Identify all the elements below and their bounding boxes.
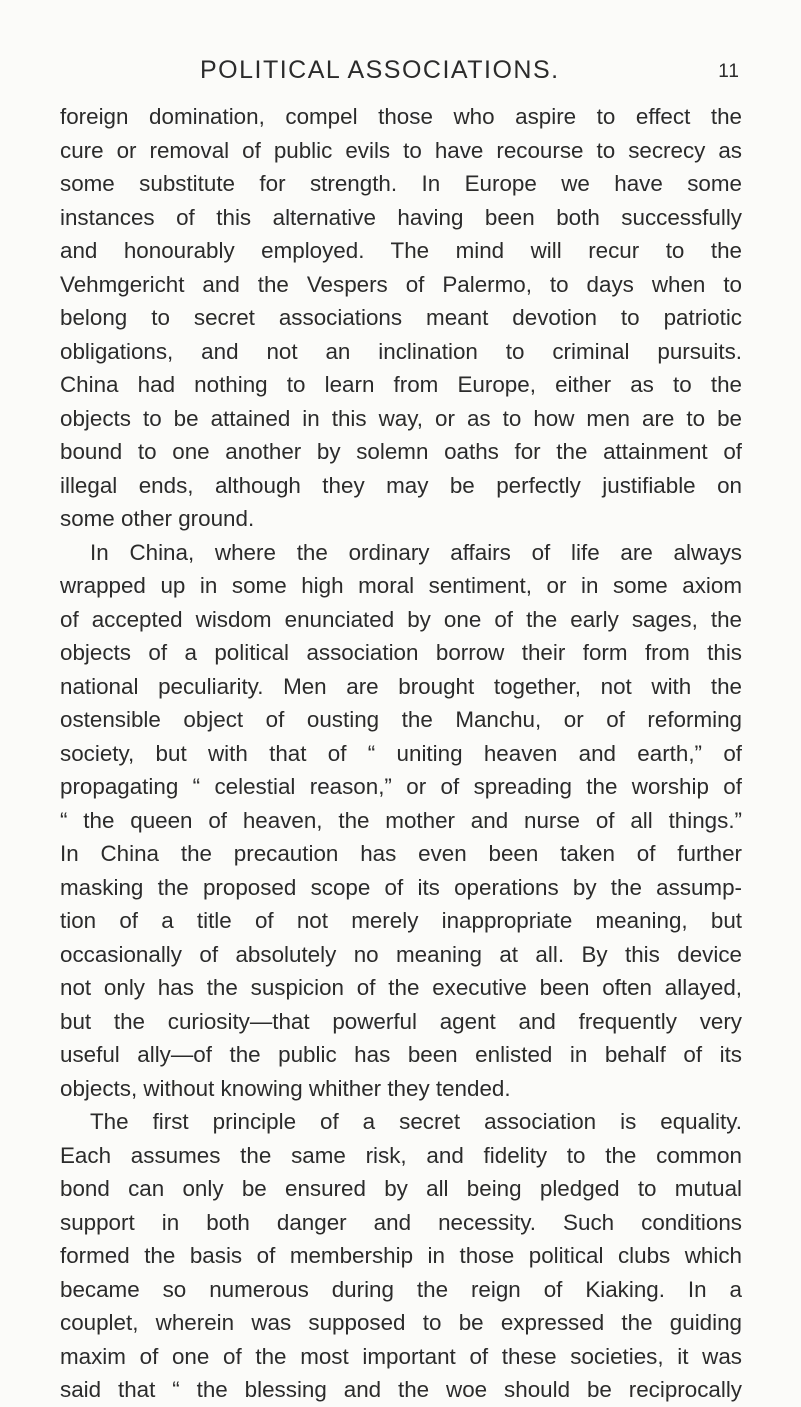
text-line: objects of a political association borrow their form from this — [60, 640, 742, 665]
text-line: formed the basis of membership in those political clubs which — [60, 1243, 742, 1268]
text-line: useful ally—of the public has been enlisted in behalf of its — [60, 1042, 742, 1067]
text-line: “ the queen of heaven, the mother and nurse of all things.” — [60, 807, 742, 833]
page-number: 11 — [718, 61, 740, 82]
text-line: belong to secret associations meant devotion to patriotic — [60, 305, 742, 330]
text-line: society, but with that of “ uniting heaven and earth,” of — [60, 740, 742, 766]
text-line: not only has the suspicion of the executive been often allayed, — [60, 975, 742, 1000]
text-line: wrapped up in some high moral sentiment, or in some axiom — [60, 573, 742, 598]
text-line: couplet, wherein was supposed to be expressed the guiding — [60, 1310, 742, 1335]
text-line: occasionally of absolutely no meaning at all. By this device — [60, 941, 742, 967]
text-line: masking the proposed scope of its operations by the assump- — [60, 874, 742, 900]
text-line-paragraph-end: objects, without knowing whither they tended. — [60, 1075, 511, 1101]
text-line: In China the precaution has even been taken of further — [60, 841, 742, 866]
text-line: of accepted wisdom enunciated by one of the early sages, the — [60, 606, 742, 632]
text-line: became so numerous during the reign of Kiaking. In a — [60, 1276, 742, 1302]
text-line: support in both danger and necessity. Such conditions — [60, 1209, 742, 1235]
text-line: Vehmgericht and the Vespers of Palermo, to days when to — [60, 271, 742, 297]
running-title: POLITICAL ASSOCIATIONS. — [200, 56, 560, 84]
text-line: instances of this alternative having been both successfully — [60, 204, 742, 230]
text-line: maxim of one of the most important of these societies, it was — [60, 1343, 742, 1369]
text-line: bond can only be ensured by all being pledged to mutual — [60, 1176, 742, 1201]
text-line: but the curiosity—that powerful agent and frequently very — [60, 1008, 742, 1034]
text-line: some substitute for strength. In Europe we have some — [60, 171, 742, 196]
text-line: tion of a title of not merely inappropriate meaning, but — [60, 908, 742, 933]
running-head — [60, 50, 740, 90]
text-line: bound to one another by solemn oaths for the attainment of — [60, 439, 742, 464]
text-line: said that “ the blessing and the woe should be reciprocally — [60, 1377, 742, 1402]
body-text — [60, 100, 742, 1407]
text-line: cure or removal of public evils to have recourse to secrecy as — [60, 137, 742, 163]
text-line: foreign domination, compel those who aspire to effect the — [60, 104, 742, 129]
text-line: national peculiarity. Men are brought together, not with the — [60, 673, 742, 699]
text-line: and honourably employed. The mind will recur to the — [60, 238, 742, 263]
text-line: ostensible object of ousting the Manchu, or of reforming — [60, 707, 742, 732]
text-line-paragraph-start: In China, where the ordinary affairs of life are always — [90, 539, 742, 565]
text-line: propagating “ celestial reason,” or of spreading the worship of — [60, 774, 742, 799]
text-line-paragraph-end: some other ground. — [60, 506, 255, 531]
text-line: illegal ends, although they may be perfectly justifiable on — [60, 472, 742, 498]
text-line: Each assumes the same risk, and fidelity to the common — [60, 1142, 742, 1168]
text-line: objects to be attained in this way, or as to how men are to be — [60, 405, 742, 431]
text-line: China had nothing to learn from Europe, either as to the — [60, 372, 742, 397]
text-line: obligations, and not an inclination to criminal pursuits. — [60, 338, 742, 364]
text-line-paragraph-start: The first principle of a secret association is equality. — [90, 1109, 742, 1134]
